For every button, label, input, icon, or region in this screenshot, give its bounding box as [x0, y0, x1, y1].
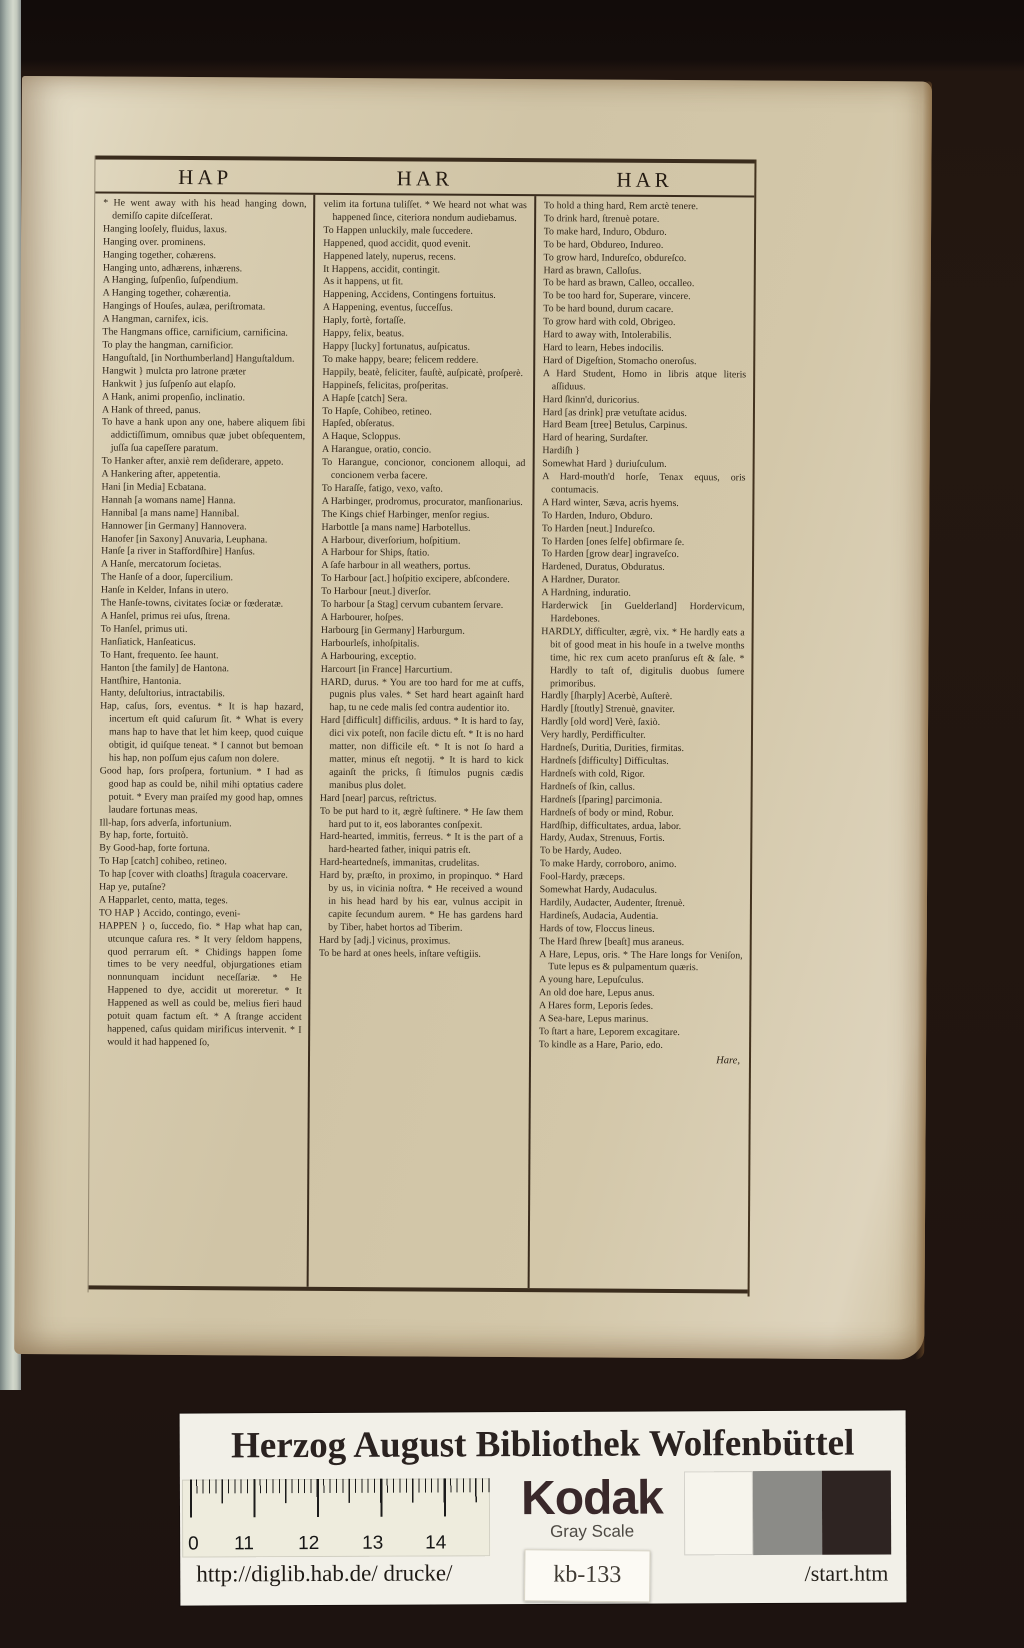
dictionary-entry: The Kings chief Harbinger, menſor regius.: [321, 508, 490, 521]
dictionary-entry: To be hard as brawn, Calleo, occalleo.: [543, 277, 695, 290]
dictionary-entry: Harcourt [in France] Harcurtium.: [320, 663, 453, 676]
grayscale-patch-gray: [753, 1471, 822, 1555]
dictionary-entry: To make Hardy, corroboro, animo.: [539, 858, 677, 871]
dictionary-entry: Hankwit } jus ſuſpenſo aut elapſo.: [102, 378, 236, 390]
column-3-entries: [539, 200, 748, 1053]
dictionary-entry: To make happy, beare; felicem reddere.: [322, 353, 479, 366]
dictionary-entry: Happineſs, felicitas, proſperitas.: [322, 379, 449, 392]
dictionary-entry: To be hard, Obdureo, Indureo.: [543, 238, 664, 251]
dictionary-entry: Hardily, Audacter, Audenter, ſtrenuè.: [539, 897, 685, 910]
dictionary-entry: A Hanging, ſuſpenſio, ſuſpendium.: [102, 274, 239, 287]
dictionary-entry: Hannah [a womans name] Hanna.: [101, 494, 236, 507]
running-head-hap: HAP: [178, 164, 233, 190]
dictionary-entry: To drink hard, ſtrenuè potare.: [543, 213, 660, 225]
dictionary-entry: A Hapſe [catch] Sera.: [322, 392, 408, 404]
dictionary-entry: Hanſe in Kelder, Infans in utero.: [100, 584, 229, 597]
dictionary-entry: Hard of hearing, Surdaſter.: [542, 432, 649, 445]
kodak-wordmark: Kodak: [520, 1471, 663, 1526]
dictionary-entry: Hannibal [a mans name] Hannibal.: [101, 507, 240, 520]
dictionary-entry: A Harangue, oratio, concio.: [322, 444, 432, 456]
grayscale-patch-dark: [822, 1470, 891, 1554]
dictionary-entry: To hap [cover with cloaths] ſtragula coacervare.: [99, 868, 288, 881]
library-label: [180, 1410, 907, 1605]
dictionary-entry: Hardly [old word] Verè, ſaxiò.: [540, 716, 661, 729]
library-name: Herzog August Bibliothek Wolfenbüttel: [231, 1422, 855, 1467]
dictionary-entry: Hard by, præſto, in proximo, in propinquo. * Hard by us, in vicinia noſtra. * He received a wound in his head hard by his ear, vulnus accipit in capite ſecundum aurem. * He has gardens hard by Tiber, habet hortos ad Tiberim.: [319, 869, 523, 934]
dictionary-entry: Hard to learn, Hebes indocilis.: [542, 342, 664, 354]
dictionary-entry: A Hank of threed, panus.: [101, 403, 201, 416]
running-head-har-2: HAR: [616, 167, 673, 192]
dictionary-column-3: [527, 196, 754, 1289]
dictionary-entry: Happy, felix, beatus.: [322, 327, 405, 340]
dictionary-entry: Hanty, deſultorius, intractabilis.: [100, 687, 225, 700]
dictionary-entry: To be too hard for, Superare, vincere.: [543, 290, 691, 303]
dictionary-entry: Harbourleſs, inhoſpitalis.: [320, 637, 420, 650]
dictionary-entry: Hard [near] parcus, reſtrictus.: [319, 792, 437, 805]
ruler-number-14: 14: [425, 1532, 447, 1554]
dictionary-entry: A Hardner, Durator.: [541, 574, 621, 586]
dictionary-entry: To Hapſe, Cohibeo, retineo.: [322, 405, 432, 418]
dictionary-entry: Harbottle [a mans name] Harbotellus.: [321, 521, 471, 534]
dictionary-column-1: [89, 193, 314, 1286]
ruler-number-13: 13: [362, 1532, 384, 1554]
dictionary-entry: It Happens, accidit, contingit.: [323, 263, 441, 276]
dictionary-entry: Hardiſh }: [542, 445, 580, 457]
dictionary-entry: Hardneſs [ſparing] parcimonia.: [540, 793, 663, 806]
dictionary-entry: HARDLY, difficulter, ægrè, vix. * He hardly eats a bit of good meat in his houſe in a twelve months time, hic rex cum aceto pranſurus eſt & ſale. * Hardly to taſt of, digitulis duobus ſumere primoribus.: [541, 626, 745, 690]
dictionary-entry: To be put hard to it, ægrè ſuſtinere. * He ſaw them hard put to it, eos laborantes conſpexit.: [319, 805, 524, 831]
dictionary-entry: HAPPEN } o, ſuccedo, fio. * Hap what hap can, utcunque caſura res. * It very ſeldom happens, quod perrarum eſt. * Chidings happen ſome times to be very needful, objurgationes etiam nonnunquam incidunt neceſſariæ. * He Happened to dye, accidit ut moreretur. * It Happened as well as could be, melius fieri haud potuit quam factum eſt. * A ſtrange accident happened, caſus quidam mirificus intervenit. * I would it had happened ſo,: [98, 920, 303, 1049]
dictionary-entry: To Harden [neut.] Indureſco.: [541, 522, 656, 535]
dictionary-entry: To kindle as a Hare, Pario, edo.: [538, 1039, 663, 1051]
dictionary-entry: To harbour [a Stag] cervum cubantem ſervare.: [321, 598, 504, 612]
dictionary-entry: Hap, caſus, ſors, eventus. * It is hap hazard, incertum eſt quid caſurum ſit. * What is every mans hap to have that let him keep, quod cuique obtigit, id quiſque teneat. * I cannot but bemoan his hap, non poſſum ejus caſum non dolere.: [100, 700, 304, 765]
dictionary-entry: Hards of tow, Floccus lineus.: [539, 922, 655, 935]
dictionary-entry: A Harbinger, prodromus, procurator, manſionarius.: [321, 495, 523, 508]
dictionary-entry: By Good-hap, forte fortuna.: [99, 842, 210, 855]
dictionary-entry: To have a hank upon any one, habere aliquem ſibi addictiſſimum, omnibus quæ jubet obſequentem, juſſa ſua capeſſere paratum.: [101, 416, 306, 455]
grayscale-patch-white: [684, 1471, 753, 1555]
dictionary-entry: To Hant, frequento. ſee haunt.: [100, 649, 219, 661]
dictionary-entry: To grow hard, Indureſco, obdureſco.: [543, 251, 687, 264]
dictionary-entry: Somewhat Hard } duriuſculum.: [542, 458, 667, 471]
dictionary-entry: Hard of Digeſtion, Stomacho oneroſus.: [542, 355, 697, 368]
dictionary-entry: To Hanker after, anxiè rem deſiderare, appeto.: [101, 455, 284, 468]
dictionary-entry: Hannower [in Germany] Hannovera.: [101, 520, 247, 533]
dictionary-entry: A Harbour, diverſorium, hoſpitium.: [321, 534, 461, 547]
dictionary-entry: Ill-hap, ſors adverſa, infortunium.: [99, 816, 232, 829]
dictionary-entry: Hard [as drink] præ vetuſtate acidus.: [542, 406, 687, 419]
dictionary-entry: Happily, beatè, feliciter, fauſtè, auſpicatè, proſperè.: [322, 366, 524, 379]
dictionary-entry: A Haque, Scloppus.: [322, 431, 401, 443]
ruler-number-0: 0: [188, 1533, 199, 1555]
dictionary-entry: HARD, durus. * You are too hard for me at cuffs, pugnis plus vales. * Set hard heart againſt hard hap, tu ne cede malis ſed contra audentior ito.: [320, 676, 524, 715]
dictionary-entry: Hangings of Houſes, aulæa, periſtromata.: [102, 300, 266, 313]
dictionary-entry: Happened lately, nuperus, recens.: [323, 250, 456, 263]
dictionary-entry: Hanging looſely, fluidus, laxus.: [103, 223, 227, 236]
dictionary-entry: To Haraſſe, fatigo, vexo, vaſto.: [321, 482, 443, 495]
dictionary-entry: A ſafe harbour in all weathers, portus.: [321, 560, 471, 573]
dictionary-entry: Hardened, Duratus, Obduratus.: [541, 561, 665, 574]
dictionary-entry: The Hangmans office, carnificium, carnificina.: [102, 326, 288, 339]
dictionary-entry: Hard-heartedneſs, immanitas, crudelitas.: [319, 857, 480, 870]
dictionary-entry: Hanging over. prominens.: [102, 236, 206, 248]
dictionary-entry: As it happens, ut fit.: [323, 276, 404, 288]
dictionary-entry: A Harbour for Ships, ſtatio.: [321, 547, 430, 559]
ruler-number-11: 11: [234, 1533, 254, 1555]
dictionary-entry: Hardneſs of ſkin, callus.: [540, 780, 635, 793]
dictionary-entry: Hardneſs [difficulty] Difficultas.: [540, 755, 669, 767]
shelfmark-kb-133: kb-133: [524, 1549, 650, 1602]
kodak-block: [498, 1473, 686, 1542]
dictionary-entry: Somewhat Hardy, Audaculus.: [539, 884, 658, 896]
dictionary-entry: A Happening, eventus, ſucceſſus.: [322, 302, 453, 314]
dictionary-entry: To Harbour [neut.] diverſor.: [321, 586, 432, 598]
dictionary-entry: To Hanſel, primus uti.: [100, 623, 188, 635]
dictionary-entry: To Harden, Induro, Obduro.: [541, 509, 653, 522]
dictionary-entry: To Hap [catch] cohibeo, retineo.: [99, 855, 227, 868]
dictionary-entry: A Happarlet, cento, matta, teges.: [98, 894, 228, 907]
catchword: Hare,: [716, 1055, 741, 1067]
dictionary-entry: Hardneſs, Duritia, Durities, firmitas.: [540, 742, 685, 755]
dictionary-entry: The Hanſe-towns, civitates ſociæ or fœderatæ.: [100, 597, 284, 610]
dictionary-entry: Hardneſs with cold, Rigor.: [540, 768, 645, 780]
running-head-row: [95, 155, 754, 197]
start-htm-label: /start.htm: [804, 1560, 889, 1586]
dictionary-entry: Hard to away with, Intolerabilis.: [543, 329, 672, 342]
dictionary-entry: Hard by [adj.] vicinus, proximus.: [319, 934, 451, 947]
dictionary-entry: To make hard, Induro, Obduro.: [543, 226, 667, 238]
dictionary-entry: Hanging unto, adhærens, inhærens.: [102, 262, 243, 274]
dictionary-entry: Hard [difficult] difficilis, arduus. * It is hard to ſay, dici vix poteſt, non facile dictu eſt. * It is no hard matter, non difficile eſt. * It is not ſo hard a matter, minus eſt negotij. * It is hard to kick againſt the pricks, ſi ſtimulos pugnis cædis manibus plus dolet.: [320, 715, 524, 792]
dictionary-entry: Hardineſs, Audacia, Audentia.: [539, 910, 659, 922]
page-right-edge: [915, 82, 932, 1360]
dictionary-entry: Hard Beam [tree] Betulus, Carpinus.: [542, 419, 688, 432]
dictionary-entry: To grow hard with cold, Obrigeo.: [543, 316, 676, 329]
dictionary-entry: Hardneſs of body or mind, Robur.: [540, 806, 674, 819]
dictionary-entry: Happening, Accidens, Contingens fortuitus.: [322, 289, 496, 302]
dictionary-entry: A Hanſe, mercatorum ſocietas.: [100, 558, 222, 571]
dictionary-entry: Hapſed, obſeratus.: [322, 418, 395, 430]
dictionary-entry: A Hare, Lepus, oris. * The Hare longs for Veniſon, Tute lepus es & pulpamentum quæris.: [539, 948, 743, 974]
dictionary-entry: To Harangue, concionor, concionem alloqui, ad concionem verba facere.: [321, 456, 526, 482]
dictionary-column-2: [307, 195, 534, 1288]
dictionary-entry: A Hard-mouth'd horſe, Tenax equus, oris contumacis.: [542, 471, 746, 496]
dictionary-entry: To be hard at ones heels, inſtare veſtigiis.: [318, 947, 481, 960]
dictionary-entry: Hangwit } mulcta pro latrone præter: [102, 365, 247, 378]
dictionary-entry: A Hanſel, primus rei uſus, ſtrena.: [100, 610, 231, 623]
dictionary-entry: Hanton [the family] de Hantona.: [100, 662, 230, 674]
dictionary-entry: A Harbourer, hoſpes.: [320, 611, 404, 624]
dictionary-entry: A Hardning, induratio.: [541, 587, 631, 599]
dictionary-entry: Hani [in Media] Ecbatana.: [101, 481, 207, 494]
dictionary-entry: Hanguſtald, [in Northumberland] Hanguſtaldum.: [102, 352, 295, 365]
dictionary-entry: Happy [lucky] fortunatus, auſpicatus.: [322, 340, 470, 353]
dictionary-entry: Hard as brawn, Calloſus.: [543, 264, 642, 277]
dictionary-entry: Happened, quod accidit, quod evenit.: [323, 237, 471, 250]
dictionary-entry: A Hangman, carnifex, icis.: [102, 313, 209, 326]
dictionary-entry: Haply, fortè, fortaſſe.: [322, 314, 406, 327]
dictionary-entry: Hardſhip, difficultates, ardua, labor.: [540, 819, 682, 832]
dictionary-entry: Harbourg [in Germany] Harburgum.: [320, 624, 465, 637]
dictionary-entry: An old doe hare, Lepus anus.: [539, 987, 655, 1000]
dictionary-entry: Hardly [ſharply] Acerbè, Auſterè.: [540, 690, 673, 703]
dictionary-entry: A Hankering after, appetentia.: [101, 468, 221, 481]
dictionary-entry: Hantſhire, Hantonia.: [100, 675, 182, 687]
dictionary-entry: A Hard winter, Sæva, acris hyems.: [542, 497, 679, 509]
dictionary-entry: Harderwick [in Guelderland] Hordervicum, Hardebones.: [541, 600, 745, 625]
dictionary-entry: The Hard ſhrew [beaſt] mus araneus.: [539, 935, 685, 948]
gray-scale-label: Gray Scale: [550, 1521, 635, 1541]
dictionary-entry: Hardy, Audax, Strenuus, Fortis.: [539, 832, 665, 845]
dictionary-text-block: [88, 155, 757, 1296]
dictionary-entry: To Harden [ones ſelfe] obfirmare ſe.: [541, 535, 685, 548]
dictionary-entry: Hanofer [in Saxony] Anuvaria, Leuphana.: [101, 533, 268, 546]
ruler: [182, 1478, 490, 1557]
digital-library-url: http://diglib.hab.de/ drucke/: [196, 1560, 453, 1587]
dictionary-entry: To hold a thing hard, Rem arctè tenere.: [543, 200, 699, 213]
dictionary-entry: Very hardly, Perdifficulter.: [540, 729, 646, 741]
dictionary-entry: To Happen unluckily, male ſuccedere.: [323, 224, 473, 237]
dictionary-entry: Fool-Hardy, præceps.: [539, 871, 626, 883]
dictionary-entry: A young hare, Lepuſculus.: [539, 974, 644, 987]
dictionary-entry: Hap ye, putaſne?: [99, 881, 166, 893]
dictionary-entry: velim ita fortuna tuliſſet. * We heard not what was happened ſince, citeriora nondum audiebamus.: [323, 198, 527, 224]
dictionary-entry: A Hares form, Leporis ſedes.: [538, 1000, 654, 1013]
dictionary-entry: To ſtart a hare, Leporem excagitare.: [538, 1026, 680, 1039]
dictionary-entry: A Hank, animi propenſio, inclinatio.: [102, 391, 245, 403]
dictionary-entry: To be hard bound, durum cacare.: [543, 303, 674, 316]
running-head-har-1: HAR: [396, 166, 454, 191]
dictionary-entry: By hap, forte, fortuitò.: [99, 829, 189, 842]
dictionary-entry: Hanſiatick, Hanſeaticus.: [100, 636, 196, 648]
dictionary-entry: A Hanging together, cohærentia.: [102, 287, 231, 300]
dictionary-entry: A Hard Student, Homo in libris atque literis aſſiduus.: [542, 367, 747, 393]
column-area: [89, 193, 755, 1293]
dictionary-entry: The Hanſe of a door, ſupercilium.: [100, 571, 234, 584]
dictionary-entry: Hanging together, cohærens.: [102, 249, 217, 261]
dictionary-entry: TO HAP } Accido, contingo, eveni-: [98, 907, 241, 920]
ruler-number-12: 12: [298, 1532, 320, 1555]
dictionary-entry: To Harden [grow dear] ingraveſco.: [541, 548, 680, 561]
dictionary-entry: Hard-hearted, immitis, ferreus. * It is the part of a hard-hearted father, iniqui patris eſt.: [319, 831, 524, 857]
dictionary-entry: Good hap, ſors proſpera, fortunium. * I had as good hap as could be, nihil mihi optatius cadere potuit. * Every man praiſed my good hap, omnes laudare fortunas meas.: [99, 765, 304, 816]
book-page: [14, 76, 932, 1360]
dictionary-entry: To Harbour [act.] hoſpitio excipere, abſcondere.: [321, 573, 510, 586]
dictionary-entry: To be Hardy, Audeo.: [539, 845, 622, 857]
dictionary-entry: To play the hangman, carnificior.: [102, 339, 234, 352]
dictionary-entry: Hard ſkinn'd, duricorius.: [542, 393, 640, 406]
dictionary-entry: Hardly [ſtoutly] Strenuè, gnaviter.: [540, 703, 675, 716]
dictionary-entry: * He went away with his head hanging down, demiſſo capite diſceſſerat.: [103, 197, 307, 223]
dictionary-entry: A Sea-hare, Lepus marinus.: [538, 1013, 649, 1025]
dictionary-entry: A Harbouring, exceptio.: [320, 650, 417, 663]
dictionary-entry: Hanſe [a river in Staffordſhire] Hanſus.: [101, 545, 256, 558]
